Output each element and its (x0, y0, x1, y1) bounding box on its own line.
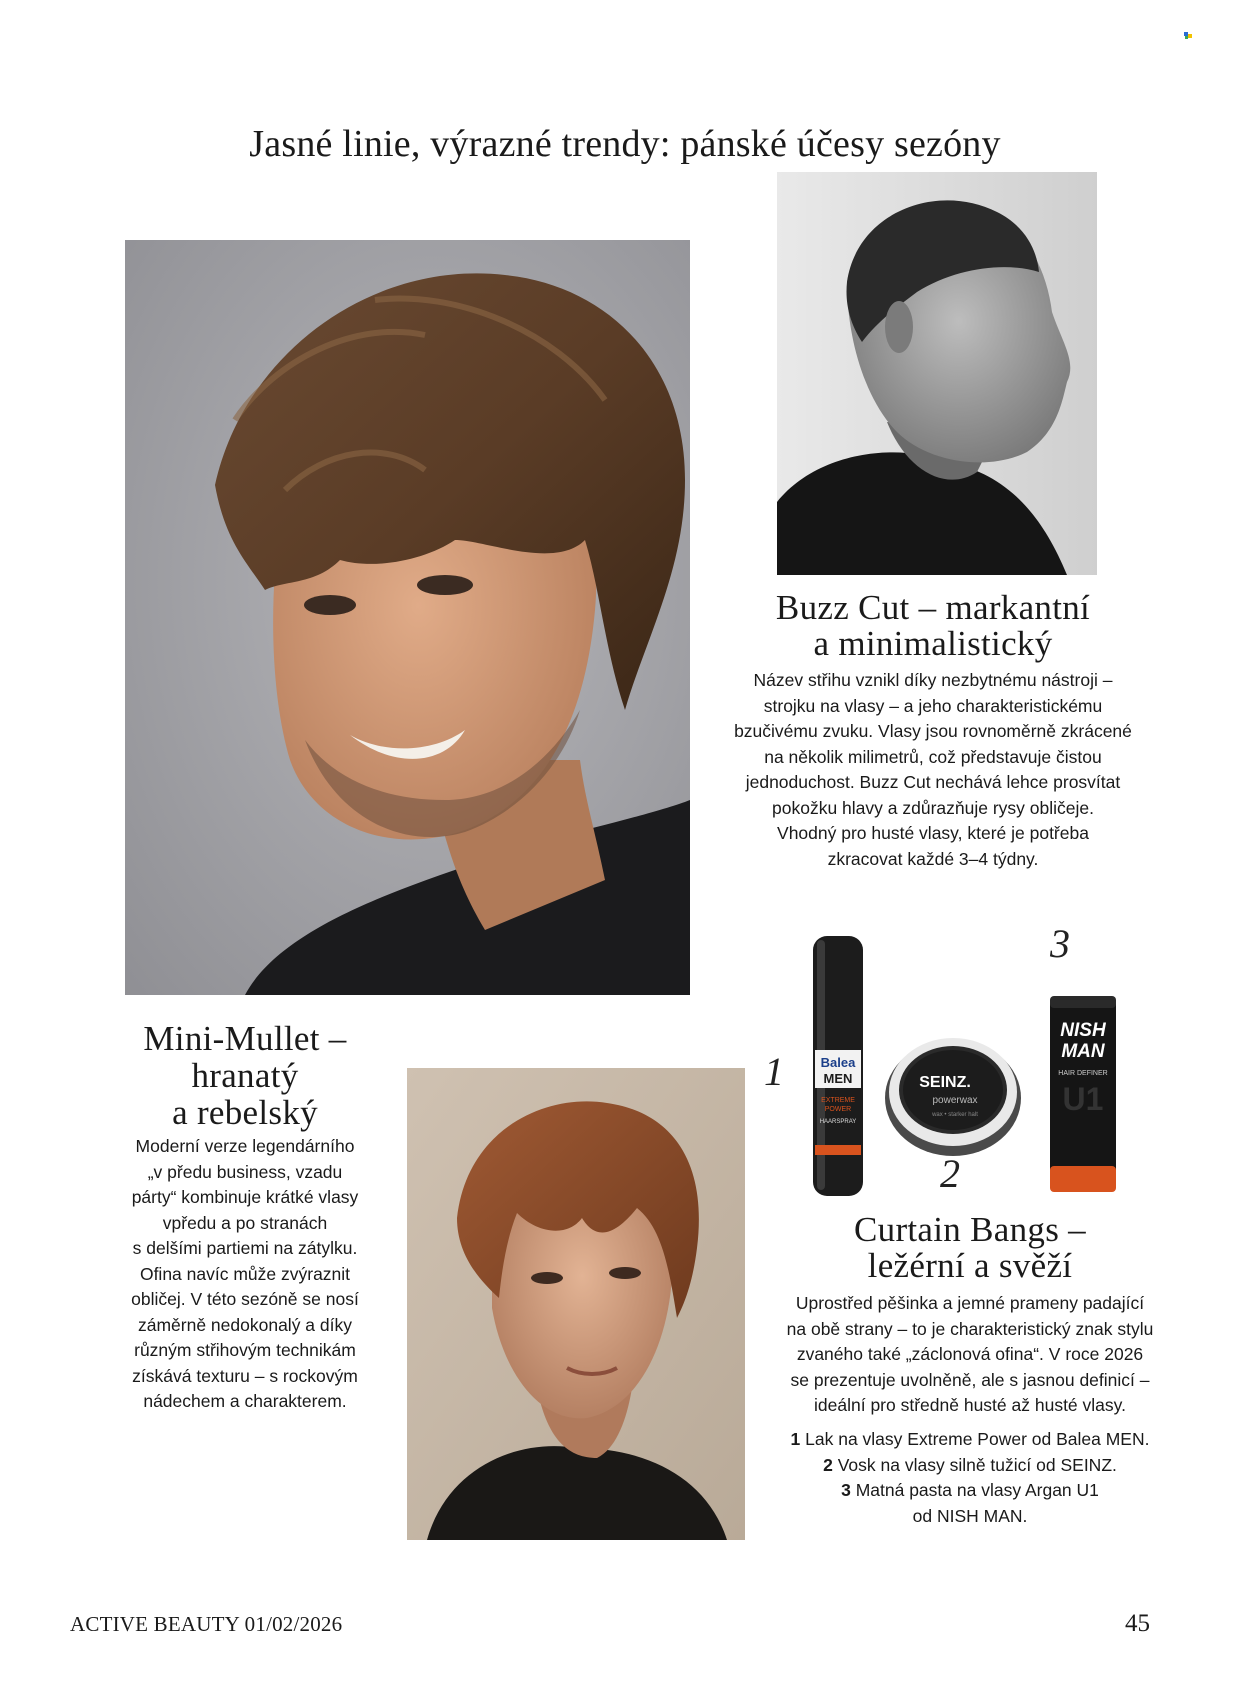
buzz-cut-body (718, 668, 1148, 872)
buzz-cut-body-line: Název střihu vznikl díky nezbytnému nástroji – (753, 670, 1113, 690)
buzz-cut-body-line: bzučivému zvuku. Vlasy jsou rovnoměrně zkrácené (734, 721, 1132, 741)
nish-brand: NISH (1060, 1020, 1106, 1041)
buzz-cut-body-line: Vhodný pro husté vlasy, které je potřeba (777, 823, 1089, 843)
mini-mullet-body-line: Ofina navíc může zvýraznit (139, 1263, 351, 1284)
buzz-cut-heading-line2: a minimalistický (813, 624, 1053, 663)
curtain-bangs-photo (407, 1068, 745, 1540)
buzz-cut-illustration (777, 172, 1097, 575)
buzz-cut-heading-line1: Buzz Cut – markantní (775, 588, 1091, 627)
product-item-number: 3 (841, 1480, 851, 1500)
seinz-sub: wax • starker halt (932, 1112, 978, 1118)
page-number: 45 (1125, 1610, 1150, 1637)
nish-brand-man: MAN (1061, 1041, 1105, 1062)
curtain-bangs-heading-line1: Curtain Bangs – (854, 1210, 1086, 1249)
nish-man-paste (1050, 996, 1116, 1192)
mini-mullet-heading-line3: a rebelský (172, 1093, 318, 1132)
mini-mullet-heading-line1: Mini-Mullet – (143, 1019, 347, 1058)
page-title: Jasné linie, výrazné trendy: pánské účesy sezóny (249, 123, 1001, 165)
product-item-3-continued: od NISH MAN. (912, 1505, 1028, 1526)
curtain-bangs-body-line: ideální pro středně husté až husté vlasy. (814, 1395, 1126, 1415)
mini-mullet-body-line: Moderní verze legendárního (135, 1136, 355, 1156)
balea-line2: POWER (824, 1106, 852, 1113)
product-item-2 (740, 1453, 1200, 1479)
mini-mullet-heading (95, 1020, 395, 1131)
footer-magazine: ACTIVE BEAUTY 01/02/2026 (70, 1612, 343, 1636)
curtain-bangs-heading-line2: ležérní a svěží (867, 1246, 1073, 1285)
buzz-cut-body-line: zkracovat každé 3–4 týdny. (827, 848, 1039, 869)
product-item-number: 2 (823, 1454, 833, 1475)
product-item-3 (740, 1478, 1200, 1504)
balea-brand-men: MEN (823, 1071, 853, 1086)
mini-mullet-body-line: různým střihovým technikám (134, 1340, 356, 1360)
seinz-product: powerwax (932, 1095, 978, 1106)
balea-type: HAARSPRAY (819, 1119, 857, 1125)
curtain-bangs-illustration (407, 1068, 745, 1540)
product-marker-2: 2 (940, 1151, 960, 1196)
balea-line1: EXTREME (821, 1097, 855, 1104)
seinz-wax-jar (885, 1038, 1021, 1156)
seinz-brand: SEINZ. (919, 1074, 971, 1091)
curtain-bangs-body-line: na obě strany – to je charakteristický znak stylu (786, 1318, 1154, 1339)
mini-mullet-illustration (125, 240, 690, 995)
mini-mullet-body-line: získává texturu – s rockovým (132, 1365, 358, 1386)
nish-code: U1 (1062, 1081, 1104, 1117)
buzz-cut-heading (718, 590, 1148, 662)
product-item-1 (740, 1427, 1200, 1453)
curtain-bangs-body (740, 1291, 1200, 1419)
curtain-bangs-body-line: zvaného také „záclonová ofina“. V roce 2026 (796, 1344, 1144, 1364)
mini-mullet-body (95, 1134, 395, 1415)
corner-mark-icon (1184, 32, 1192, 40)
mini-mullet-body-line: vpředu a po stranách (162, 1212, 328, 1233)
mini-mullet-body-line: párty“ kombinuje krátké vlasy (131, 1187, 359, 1207)
buzz-cut-photo (777, 172, 1097, 575)
mini-mullet-body-line: „v předu business, vzadu (147, 1161, 343, 1182)
curtain-bangs-body-line: Uprostřed pěšinka a jemné prameny padající (795, 1293, 1145, 1313)
product-item-text: Lak na vlasy Extreme Power od Balea MEN. (805, 1429, 1150, 1449)
product-list (740, 1427, 1200, 1529)
balea-brand: Balea (820, 1055, 856, 1070)
mini-mullet-photo (125, 240, 690, 995)
buzz-cut-body-line: strojku na vlasy – a jeho charakteristickému (763, 695, 1103, 716)
nish-line: HAIR DEFINER (1058, 1070, 1108, 1077)
buzz-cut-body-line: pokožku hlavy a zdůrazňuje rysy obličeje. (772, 797, 1094, 818)
product-item-text: Vosk na vlasy silně tužicí od SEINZ. (837, 1454, 1117, 1475)
curtain-bangs-heading (755, 1212, 1185, 1284)
mini-mullet-body-line: s delšími partiemi na zátylku. (132, 1238, 358, 1258)
balea-hairspray-can (813, 936, 863, 1196)
mini-mullet-body-line: nádechem a charakterem. (143, 1391, 347, 1411)
product-marker-1: 1 (764, 1049, 784, 1094)
mini-mullet-body-line: záměrně nedokonalý a díky (137, 1314, 353, 1335)
product-item-number: 1 (790, 1429, 801, 1449)
product-item-text: Matná pasta na vlasy Argan U1 (855, 1480, 1099, 1500)
mini-mullet-body-line: obličej. V této sezóně se nosí (131, 1289, 359, 1309)
buzz-cut-body-line: na několik milimetrů, což představuje čistou (764, 746, 1102, 767)
product-group (805, 930, 1150, 1210)
curtain-bangs-body-line: se prezentuje uvolněně, ale s jasnou definicí – (790, 1369, 1150, 1390)
product-marker-3: 3 (1050, 921, 1070, 966)
mini-mullet-heading-line2: hranatý (191, 1056, 299, 1095)
buzz-cut-body-line: jednoduchost. Buzz Cut nechává lehce prosvítat (745, 772, 1121, 792)
